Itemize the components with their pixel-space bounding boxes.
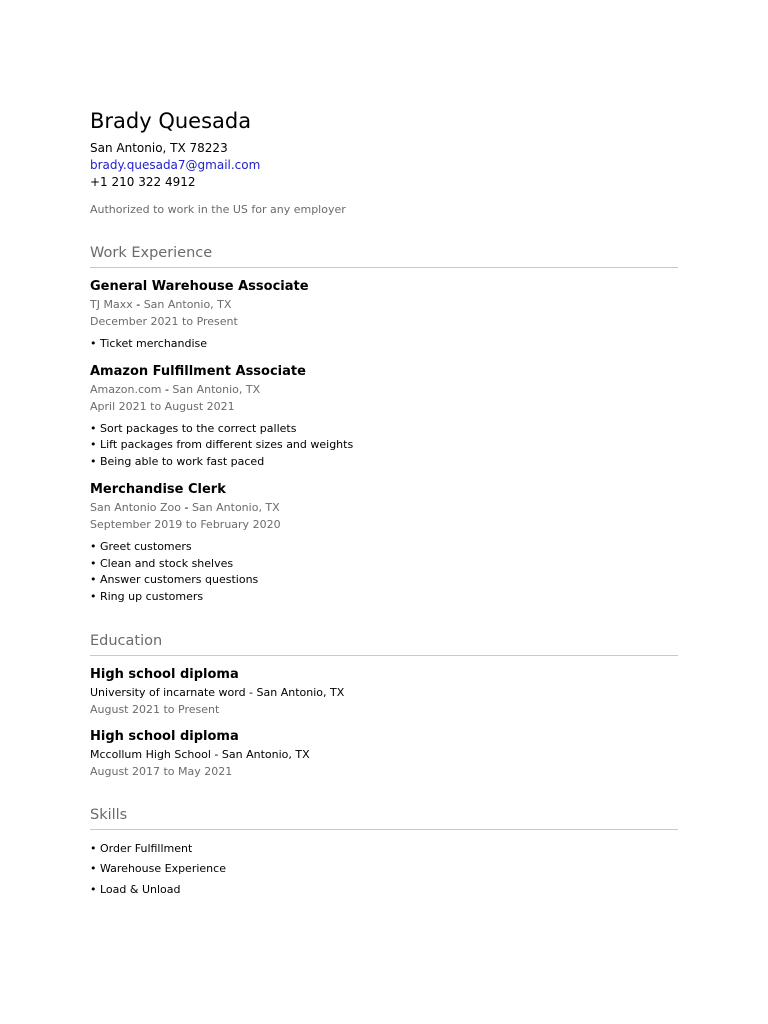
job-entry <box>90 363 678 471</box>
job-dates: September 2019 to February 2020 <box>90 517 281 531</box>
job-company-line <box>90 296 678 313</box>
education-dates: August 2021 to Present <box>90 702 220 716</box>
education-dates: August 2017 to May 2021 <box>90 764 233 778</box>
job-duties <box>90 421 678 471</box>
skills-heading: Skills <box>90 805 678 830</box>
duty-item: • Ticket merchandise <box>90 337 208 350</box>
job-company-line <box>90 381 678 398</box>
degree-title: High school diploma <box>90 666 239 682</box>
school-location: San Antonio, TX <box>221 747 310 761</box>
school-name: Mccollum High School <box>90 747 211 761</box>
duty-item: • Being able to work fast paced <box>90 455 265 469</box>
job-location: San Antonio, TX <box>191 500 280 514</box>
skill-item: • Order Fulfillment <box>90 841 193 855</box>
duty-item: • Lift packages from different sizes and weights <box>90 438 354 452</box>
school-location: San Antonio, TX <box>256 685 345 699</box>
job-company: TJ Maxx <box>90 298 133 311</box>
duty-item: • Ring up customers <box>90 589 204 603</box>
contact-block <box>90 140 678 191</box>
job-location: San Antonio, TX <box>172 382 261 396</box>
education-entry <box>90 728 678 780</box>
job-location: San Antonio, TX <box>143 298 232 311</box>
job-dates: April 2021 to August 2021 <box>90 399 235 413</box>
work-authorization: Authorized to work in the US for any employer <box>90 203 346 216</box>
skill-item: • Load & Unload <box>90 882 181 896</box>
job-duties <box>90 539 678 606</box>
phone-text: +1 210 322 4912 <box>90 175 196 189</box>
separator: - <box>245 685 257 699</box>
school-line <box>90 746 678 763</box>
duty-item: • Answer customers questions <box>90 573 259 587</box>
job-company: San Antonio Zoo <box>90 500 181 514</box>
separator: - <box>161 382 173 396</box>
email-link[interactable]: brady.quesada7@gmail.com <box>90 158 261 172</box>
candidate-name: Brady Quesada <box>90 109 252 133</box>
work-experience-heading: Work Experience <box>90 243 678 268</box>
degree-title: High school diploma <box>90 728 239 744</box>
school-line <box>90 684 678 701</box>
duty-item: • Greet customers <box>90 539 192 553</box>
school-name: University of incarnate word <box>90 685 246 699</box>
location-text: San Antonio, TX 78223 <box>90 141 228 155</box>
job-company-line <box>90 499 678 516</box>
separator: - <box>132 298 144 311</box>
job-title: Amazon Fulfillment Associate <box>90 363 306 379</box>
skills-list <box>90 839 678 901</box>
job-title: General Warehouse Associate <box>90 279 309 294</box>
separator: - <box>210 747 222 761</box>
job-duties <box>90 336 678 353</box>
job-title: Merchandise Clerk <box>90 481 226 497</box>
job-dates: December 2021 to Present <box>90 315 238 328</box>
duty-item: • Sort packages to the correct pallets <box>90 421 297 435</box>
job-company: Amazon.com <box>90 382 162 396</box>
separator: - <box>180 500 192 514</box>
job-entry <box>90 481 678 606</box>
skill-item: • Warehouse Experience <box>90 862 226 876</box>
resume-body <box>90 106 678 900</box>
duty-item: • Clean and stock shelves <box>90 556 234 570</box>
education-heading: Education <box>90 631 678 656</box>
job-entry <box>90 278 678 353</box>
education-entry <box>90 666 678 718</box>
